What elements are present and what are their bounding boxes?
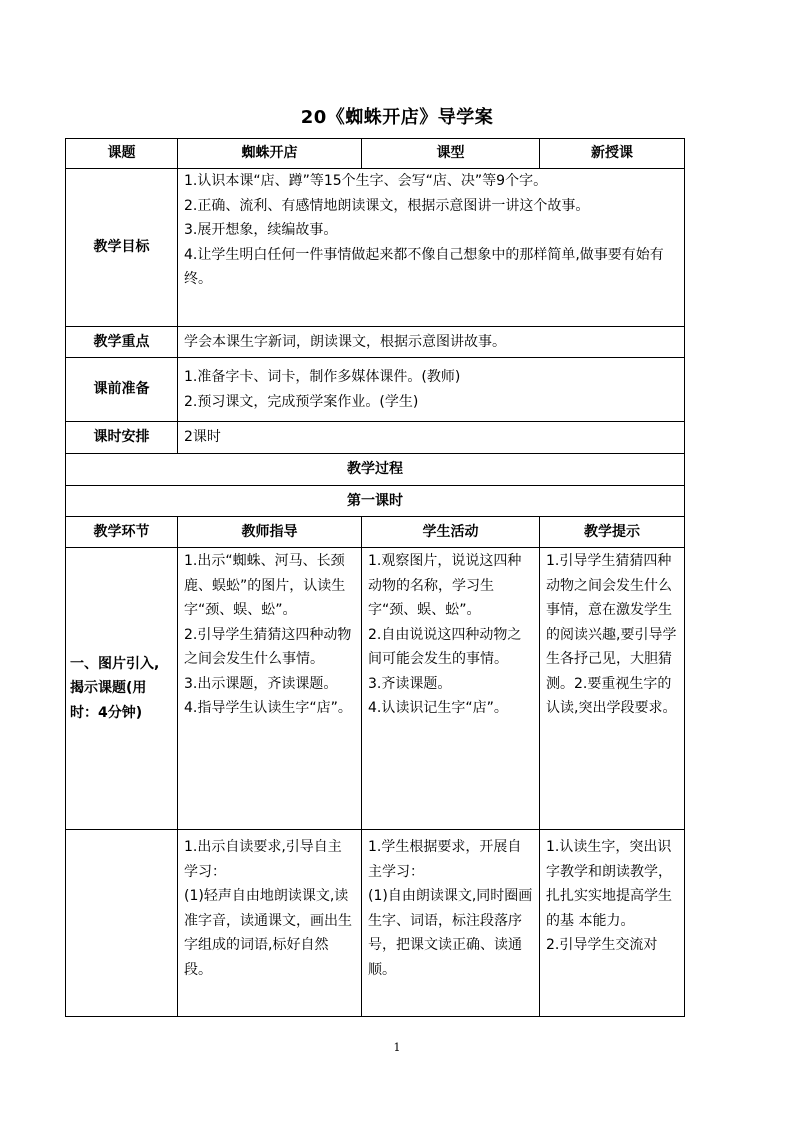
preparation-item: 2.预习课文，完成预学案作业。(学生) xyxy=(184,393,419,410)
objective-item: 4.让学生明白任何一件事情做起来都不像自己想象中的那样简单,做事要有始有终。 xyxy=(184,246,664,287)
preparation-label: 课前准备 xyxy=(66,358,178,422)
header-stage: 教学环节 xyxy=(66,517,178,548)
teacher-item: 1.出示“蜘蛛、河马、长颈鹿、蜈蚣”的图片，认读生字“颈、蜈、蚣”。 xyxy=(184,553,346,618)
tips-cell xyxy=(540,548,685,830)
type-value: 新授课 xyxy=(540,139,685,169)
lesson-title-row xyxy=(66,486,685,517)
tips-cell xyxy=(540,830,685,1017)
student-item: 1.学生根据要求，开展自主学习： xyxy=(368,839,522,880)
teacher-item: 3.出示课题，齐读课题。 xyxy=(184,675,338,692)
schedule-row xyxy=(66,422,685,454)
objective-item: 3.展开想象，续编故事。 xyxy=(184,222,338,238)
objective-item: 1.认识本课“店、蹲”等15个生字、会写“店、决”等9个字。 xyxy=(184,173,548,189)
topic-label: 课题 xyxy=(66,139,178,169)
type-label: 课型 xyxy=(362,139,540,169)
student-cell xyxy=(362,830,540,1017)
lesson-plan-table xyxy=(65,138,685,1017)
objectives-label: 教学目标 xyxy=(66,169,178,327)
key-points-label: 教学重点 xyxy=(66,327,178,358)
teacher-item: 4.指导学生认读生字“店”。 xyxy=(184,700,352,716)
tips-item: 1.引导学生猜猜四种动物之间会发生什么事情，意在激发学生的阅读兴趣,要引导学生各抒己见，大胆猜测。2.要重视生字的认读,突出学段要求。 xyxy=(546,553,677,716)
key-points-row xyxy=(66,327,685,358)
tips-item: 1.认读生字，突出识字教学和朗读教学，扎扎实实地提高学生的基 本能力。 xyxy=(546,839,672,929)
teacher-item: 1.出示自读要求,引导自主学习： xyxy=(184,839,342,880)
schedule-value: 2课时 xyxy=(178,422,685,454)
document-title: 20《蜘蛛开店》导学案 xyxy=(300,107,494,128)
lesson-title: 第一课时 xyxy=(66,486,685,517)
teacher-cell xyxy=(178,830,362,1017)
student-item: (1)自由朗读课文,同时圈画生字、词语，标注段落序号，把课文读正确、读通顺。 xyxy=(368,888,533,978)
tips-item: 2.引导学生交流对 xyxy=(546,937,658,953)
process-title-row xyxy=(66,454,685,486)
student-item: 1.观察图片，说说这四种动物的名称，学习生字“颈、蜈、蚣”。 xyxy=(368,553,522,618)
key-points-value: 学会本课生字新词，朗读课文，根据示意图讲故事。 xyxy=(178,327,685,358)
preparation-item: 1.准备字卡、词卡，制作多媒体课件。(教师) xyxy=(184,369,461,385)
process-row xyxy=(66,830,685,1017)
teacher-cell xyxy=(178,548,362,830)
schedule-label: 课时安排 xyxy=(66,422,178,454)
process-title: 教学过程 xyxy=(66,454,685,486)
teacher-item: (1)轻声自由地朗读课文,读准字音，读通课文，画出生字组成的词语,标好自然段。 xyxy=(184,888,352,978)
process-row xyxy=(66,548,685,830)
header-student: 学生活动 xyxy=(362,517,540,548)
header-teacher: 教师指导 xyxy=(178,517,362,548)
stage-cell xyxy=(66,830,178,1017)
teacher-item: 2.引导学生猜猜这四种动物之间会发生什么事情。 xyxy=(184,626,352,667)
preparation-content xyxy=(178,358,685,422)
stage-cell: 一、图片引入,揭示课题(用时：4分钟) xyxy=(66,548,178,830)
objectives-row xyxy=(66,169,685,327)
preparation-row xyxy=(66,358,685,422)
header-row xyxy=(66,139,685,169)
objective-item: 2.正确、流利、有感情地朗读课文，根据示意图讲一讲这个故事。 xyxy=(184,197,590,214)
student-item: 4.认读识记生字“店”。 xyxy=(368,700,508,716)
topic-value: 蜘蛛开店 xyxy=(178,139,362,169)
student-item: 3.齐读课题。 xyxy=(368,675,452,692)
student-cell xyxy=(362,548,540,830)
objectives-content xyxy=(178,169,685,327)
header-tips: 教学提示 xyxy=(540,517,685,548)
process-header-row xyxy=(66,517,685,548)
student-item: 2.自由说说这四种动物之间可能会发生的事情。 xyxy=(368,626,522,667)
page-number: 1 xyxy=(393,1041,401,1054)
